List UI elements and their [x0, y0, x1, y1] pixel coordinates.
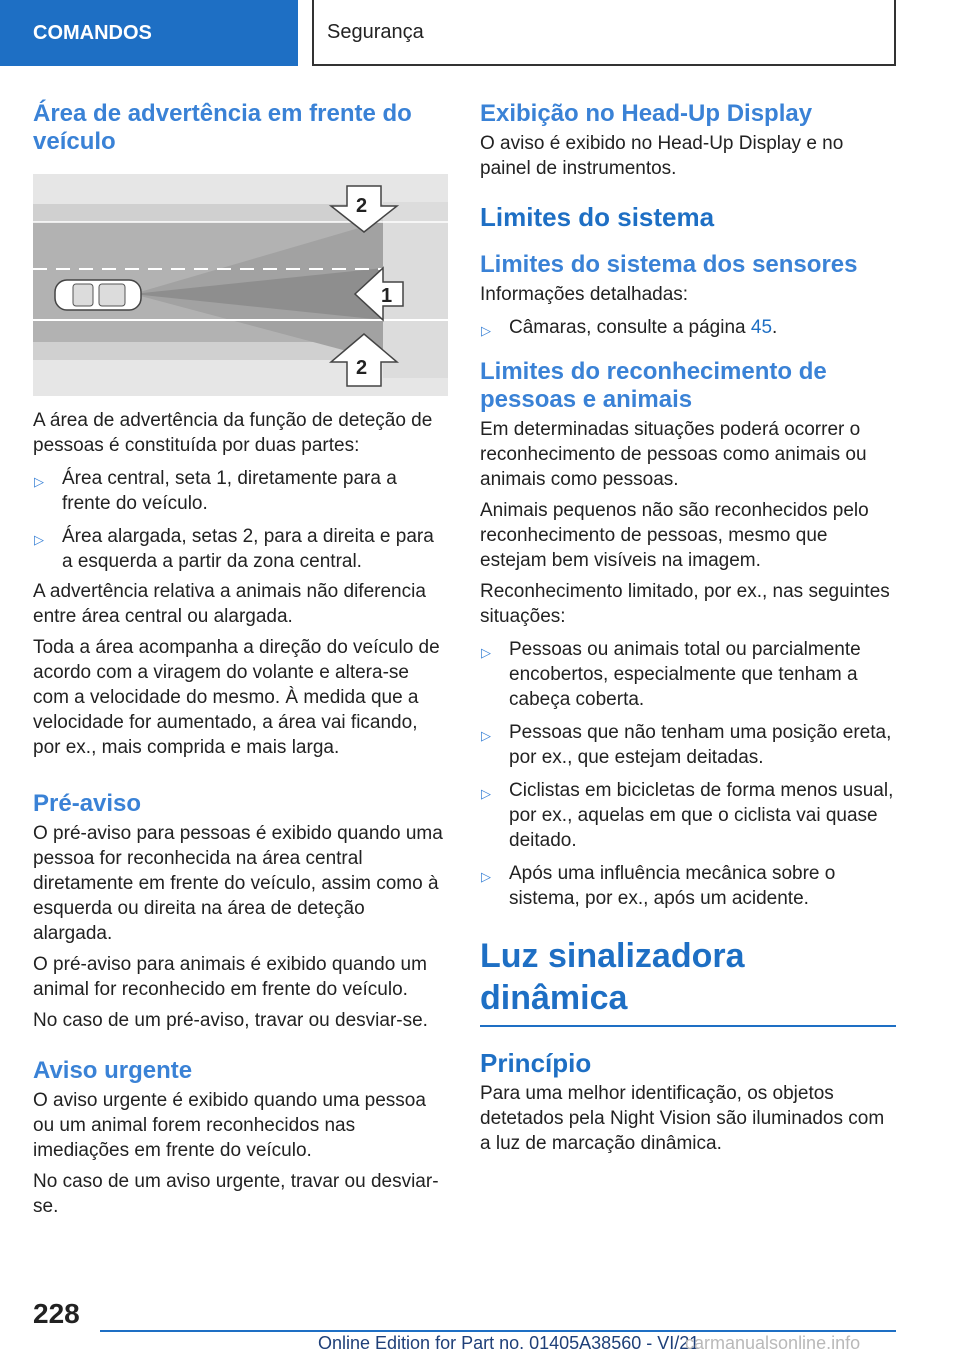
triangle-bullet-icon: ▷	[481, 728, 491, 743]
preaviso-paragraph-1: O pré-aviso para pessoas é exibido quando uma pessoa for reconhecida na área central diretamente em frente do veículo, assim como à esquerda ou direita na área de deteção alargada.	[33, 823, 443, 944]
section-divider	[480, 1025, 896, 1027]
warning-area-list	[33, 466, 448, 574]
triangle-bullet-icon: ▷	[34, 474, 44, 489]
arrow-2-bottom-label: 2	[356, 357, 368, 379]
hud-paragraph: O aviso é exibido no Head-Up Display e no painel de instrumentos.	[480, 133, 844, 179]
triangle-bullet-icon: ▷	[481, 645, 491, 660]
urgente-title: Aviso urgente	[33, 1057, 193, 1084]
sensors-title: Limites do sistema dos sensores	[480, 251, 858, 278]
urgente-paragraph-1: O aviso urgente é exibido quando uma pessoa ou um animal forem reconhecidos nas imediações em frente do veículo.	[33, 1090, 426, 1161]
limits-title: Limites do sistema	[480, 202, 715, 232]
footer-divider	[100, 1330, 896, 1332]
area-tracking-paragraph: Toda a área acompanha a direção do veículo de acordo com a viragem do volante e altera-se com a velocidade do mesmo. À medida que a velocidade for aumentado, a área vai ficando, por ex., mais comprida e mais larga.	[33, 637, 440, 758]
triangle-bullet-icon: ▷	[481, 323, 491, 338]
page-45-link[interactable]: 45	[750, 317, 773, 338]
list-item: ▷ Área alargada, setas 2, para a direita e para a esquerda a partir da zona central.	[34, 526, 434, 572]
list-item: ▷ Área central, seta 1, diretamente para a frente do veículo.	[34, 468, 397, 514]
preaviso-paragraph-3: No caso de um pré-aviso, travar ou desviar-se.	[33, 1010, 428, 1031]
recognition-list	[480, 637, 896, 911]
hud-title: Exibição no Head-Up Display	[480, 100, 813, 127]
triangle-bullet-icon: ▷	[34, 532, 44, 547]
principle-title: Princípio	[480, 1048, 592, 1078]
watermark: carmanualsonline.info	[685, 1333, 861, 1353]
list-item: ▷ Ciclistas em bicicletas de forma menos usual, por ex., aquelas em que o ciclista vai quase deitado.	[481, 780, 894, 851]
page-number: 228	[33, 1298, 80, 1329]
edition-text: Online Edition for Part no. 01405A38560 - VI/21	[318, 1333, 700, 1353]
triangle-bullet-icon: ▷	[481, 869, 491, 884]
car-icon	[55, 280, 141, 310]
sensors-list	[480, 315, 896, 340]
warning-area-figure	[33, 174, 448, 396]
list-item: ▷ Pessoas ou animais total ou parcialmente encobertos, especialmente que tenham a cabeça coberta.	[481, 639, 861, 710]
preaviso-paragraph-2: O pré-aviso para animais é exibido quando um animal for reconhecido em frente do veículo.	[33, 954, 427, 1000]
arrow-2-top-label: 2	[356, 195, 368, 217]
triangle-bullet-icon: ▷	[481, 786, 491, 801]
left-column	[33, 100, 448, 1219]
list-item: ▷ Câmaras, consulte a página 45.	[480, 315, 896, 340]
recognition-paragraph-3: Reconhecimento limitado, por ex., nas seguintes situações:	[480, 581, 890, 627]
arrow-1-label: 1	[381, 285, 393, 307]
sensors-paragraph: Informações detalhadas:	[480, 284, 689, 305]
chapter-tab[interactable]	[0, 0, 298, 66]
recognition-paragraph-1: Em determinadas situações poderá ocorrer o reconhecimento de pessoas como animais ou animais como pessoas.	[480, 419, 867, 490]
dynamic-light-title: Luz sinalizadora dinâmica	[480, 937, 745, 1017]
warning-area-intro: A área de advertência da função de deteção de pessoas é constituída por duas partes:	[33, 410, 433, 456]
animal-warning-paragraph: A advertência relativa a animais não diferencia entre área central ou alargada.	[33, 581, 426, 627]
right-column	[480, 100, 896, 1156]
principle-paragraph: Para uma melhor identificação, os objetos detetados pela Night Vision são iluminados com a luz de marcação dinâmica.	[480, 1083, 885, 1154]
recognition-paragraph-2: Animais pequenos não são reconhecidos pelo reconhecimento de pessoas, mesmo que estejam bem visíveis na imagem.	[480, 500, 869, 571]
preaviso-title: Pré-aviso	[33, 790, 142, 817]
chapter-label: COMANDOS	[33, 21, 152, 44]
list-item: ▷ Após uma influência mecânica sobre o sistema, por ex., após um acidente.	[481, 863, 836, 909]
section-header	[312, 0, 896, 66]
section-label: Segurança	[327, 20, 424, 43]
recognition-title: Limites do reconhecimento de pessoas e animais	[480, 358, 827, 413]
list-item: ▷ Pessoas que não tenham uma posição ereta, por ex., que estejam deitadas.	[481, 722, 892, 768]
urgente-paragraph-2: No caso de um aviso urgente, travar ou desviar-se.	[33, 1171, 439, 1217]
warning-area-title: Área de advertência em frente do veículo	[33, 100, 412, 155]
